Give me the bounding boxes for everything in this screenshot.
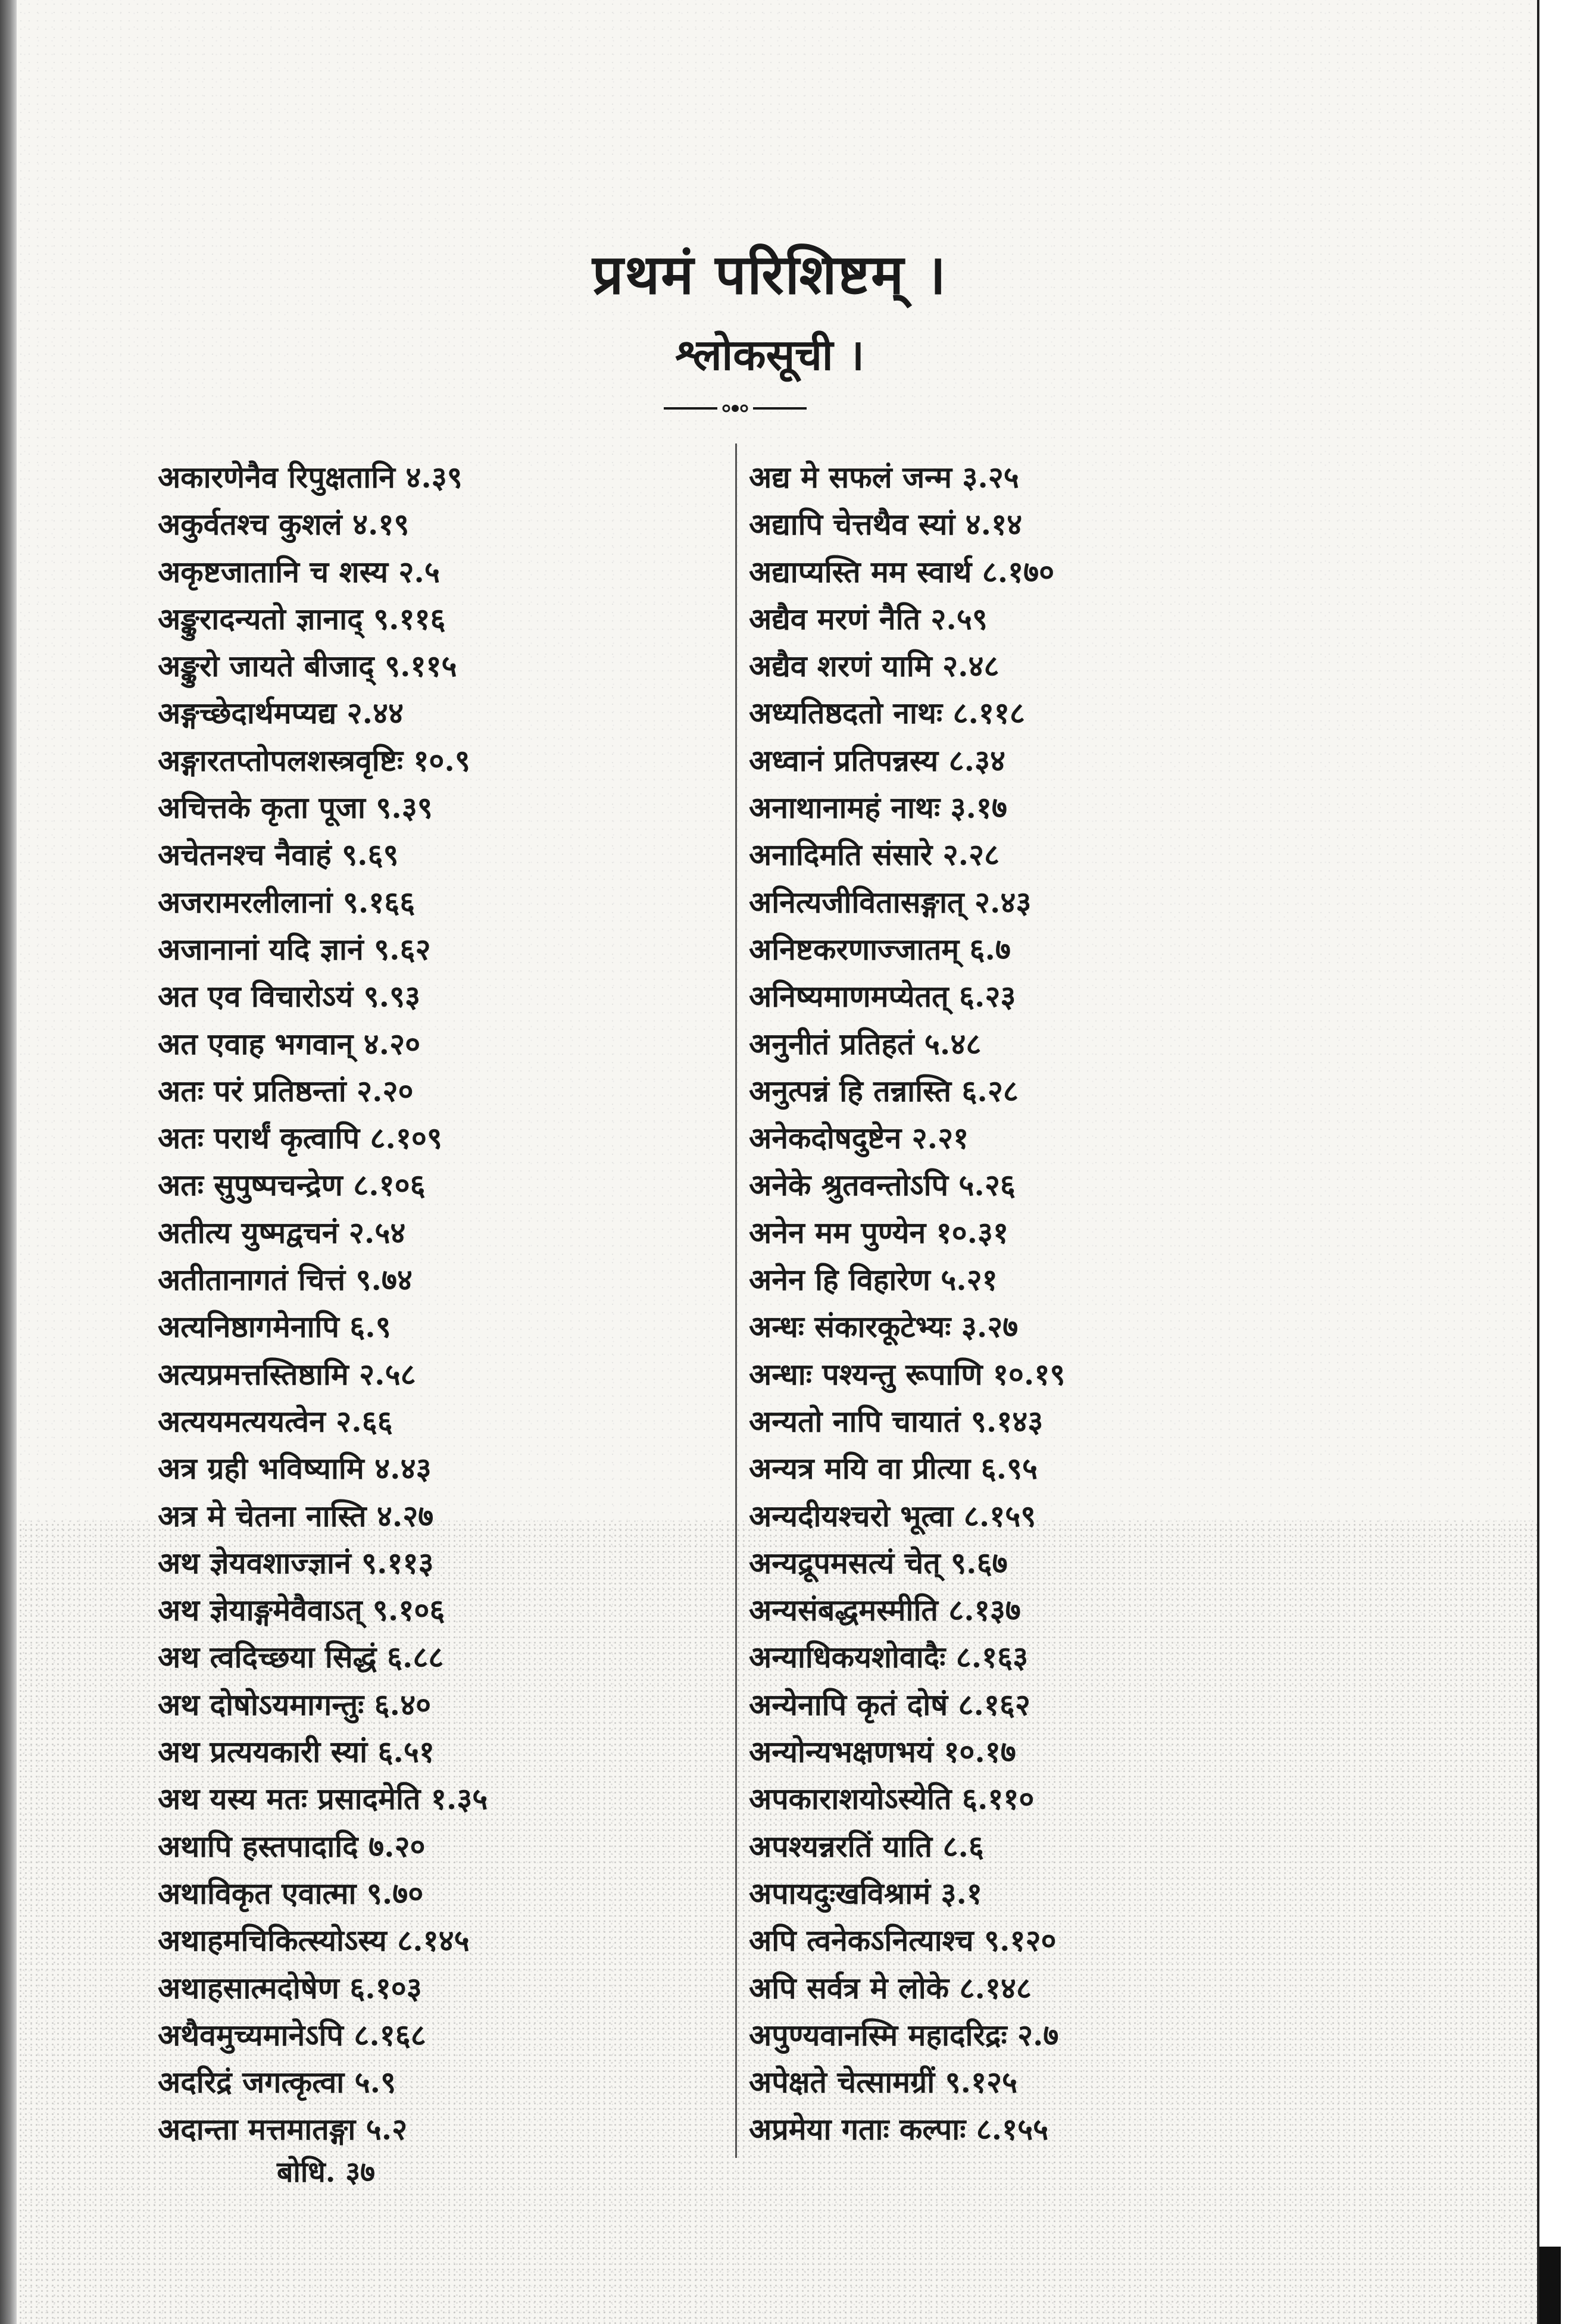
verse-entry: अनेकदोषदुष्टेन २.२१ (749, 1120, 969, 1156)
verse-entry: अत्र मे चेतना नास्ति ४.२७ (158, 1498, 434, 1533)
verse-entry: अद्याप्यस्ति मम स्वार्थ ८.१७० (749, 554, 1055, 589)
verse-entry: अथाहमचिकित्स्योऽस्य ८.१४५ (158, 1923, 470, 1958)
verse-entry: अपुण्यवानस्मि महादरिद्रः २.७ (749, 2017, 1059, 2053)
scan-corner-shadow (1539, 2247, 1561, 2324)
verse-index-right-column (749, 454, 1523, 2153)
verse-entry: अकृष्टजातानि च शस्य २.५ (158, 554, 440, 589)
verse-entry: अचित्तके कृता पूजा ९.३९ (158, 790, 433, 826)
verse-entry: अपकाराशयोऽस्येति ६.११० (749, 1781, 1035, 1817)
verse-entry: अन्धाः पश्यन्तु रूपाणि १०.१९ (749, 1356, 1066, 1392)
column-divider (735, 443, 737, 2158)
verse-entry: अन्यसंबद्धमस्मीति ८.१३७ (749, 1592, 1021, 1628)
verse-entry: अथ प्रत्ययकारी स्यां ६.५१ (158, 1734, 435, 1770)
verse-entry: अत्यनिष्ठागमेनापि ६.९ (158, 1309, 391, 1345)
verse-entry: अन्याधिकयशोवादैः ८.१६३ (749, 1639, 1029, 1675)
verse-entry: अनादिमति संसारे २.२८ (749, 837, 999, 873)
page-title: प्रथमं परिशिष्टम् । (592, 242, 947, 307)
verse-entry: अनुत्पन्नं हि तन्नास्ति ६.२८ (749, 1073, 1019, 1108)
verse-entry: अद्यैव मरणं नैति २.५९ (749, 601, 988, 636)
verse-entry: अन्यद्रूपमसत्यं चेत् ९.६७ (749, 1545, 1008, 1580)
verse-entry: अथ ज्ञेयवशाज्ज्ञानं ९.११३ (158, 1545, 434, 1580)
verse-entry: अतः परार्थं कृत्वापि ८.१०९ (158, 1120, 442, 1156)
verse-entry: अतः परं प्रतिष्ठन्तां २.२० (158, 1073, 414, 1108)
verse-index-left-column (158, 454, 711, 2153)
verse-entry: अनेन मम पुण्येन १०.३१ (749, 1214, 1009, 1250)
title-ornament (664, 402, 807, 414)
verse-entry: अथ दोषोऽयमागन्तुः ६.४० (158, 1686, 432, 1722)
verse-entry: अदान्ता मत्तमातङ्गा ५.२ (158, 2111, 408, 2147)
verse-entry: अथ ज्ञेयाङ्गमेवैवाऽत् ९.१०६ (158, 1592, 445, 1628)
verse-entry: अङ्गच्छेदार्थमप्यद्य २.४४ (158, 695, 404, 731)
verse-entry: अद्य मे सफलं जन्म ३.२५ (749, 460, 1019, 495)
verse-entry: अध्यतिष्ठदतो नाथः ८.११८ (749, 695, 1025, 731)
verse-entry: अत्र ग्रही भविष्यामि ४.४३ (158, 1451, 432, 1486)
verse-entry: अकुर्वतश्च कुशलं ४.१९ (158, 507, 410, 542)
verse-entry: अन्येनापि कृतं दोषं ८.१६२ (749, 1686, 1030, 1722)
verse-entry: अतीतानागतं चित्तं ९.७४ (158, 1262, 413, 1298)
verse-entry: अतः सुपुष्पचन्द्रेण ८.१०६ (158, 1167, 426, 1203)
verse-entry: अन्योन्यभक्षणभयं १०.१७ (749, 1734, 1016, 1770)
verse-entry: अङ्गारतप्तोपलशस्त्रवृष्टिः १०.९ (158, 742, 470, 778)
verse-entry: अतीत्य युष्मद्वचनं २.५४ (158, 1214, 406, 1250)
verse-entry: अनाथानामहं नाथः ३.१७ (749, 790, 1007, 826)
verse-entry: अनुनीतं प्रतिहतं ५.४८ (749, 1026, 982, 1061)
verse-entry: अनेन हि विहारेण ५.२१ (749, 1262, 998, 1298)
verse-entry: अकारणेनैव रिपुक्षतानि ४.३९ (158, 460, 463, 495)
verse-entry: अचेतनश्च नैवाहं ९.६९ (158, 837, 399, 873)
verse-entry: अन्यदीयश्चरो भूत्वा ८.१५९ (749, 1498, 1036, 1533)
verse-entry: अनेके श्रुतवन्तोऽपि ५.२६ (749, 1167, 1016, 1203)
verse-entry: अपेक्षते चेत्सामग्रीं ९.१२५ (749, 2064, 1018, 2100)
verse-entry: अनिष्टकरणाज्जातम् ६.७ (749, 931, 1011, 967)
verse-entry: अङ्कुरादन्यतो ज्ञानाद् ९.११६ (158, 601, 446, 636)
verse-entry: अथैवमुच्यमानेऽपि ८.१६८ (158, 2017, 426, 2053)
verse-entry: अद्यापि चेत्तथैव स्यां ४.१४ (749, 507, 1023, 542)
verse-entry: अजरामरलीलानां ९.१६६ (158, 884, 416, 920)
verse-entry: अन्यतो नापि चायातं ९.१४३ (749, 1403, 1044, 1439)
verse-entry: अप्रमेया गताः कल्पाः ८.१५५ (749, 2111, 1049, 2147)
verse-entry: अथ यस्य मतः प्रसादमेति १.३५ (158, 1781, 488, 1817)
verse-entry: अत्ययमत्ययत्वेन २.६६ (158, 1403, 393, 1439)
verse-entry: अद्यैव शरणं यामि २.४८ (749, 648, 999, 684)
verse-entry: अथाविकृत एवात्मा ९.७० (158, 1875, 424, 1911)
verse-entry: अङ्कुरो जायते बीजाद् ९.११५ (158, 648, 457, 684)
verse-entry: अन्यत्र मयि वा प्रीत्या ६.९५ (749, 1451, 1038, 1486)
verse-entry: अपश्यन्नरतिं याति ८.६ (749, 1828, 984, 1864)
scan-right-edge (1537, 0, 1593, 2324)
verse-entry: अथाहसात्मदोषेण ६.१०३ (158, 1970, 422, 2006)
verse-entry: अनिष्यमाणमप्येतत् ६.२३ (749, 979, 1016, 1014)
verse-entry: अपि सर्वत्र मे लोके ८.१४८ (749, 1970, 1032, 2006)
verse-entry: अध्वानं प्रतिपन्नस्य ८.३४ (749, 742, 1005, 778)
verse-entry: अथ त्वदिच्छया सिद्धं ६.८८ (158, 1639, 444, 1675)
verse-entry: अनित्यजीवितासङ्गात् २.४३ (749, 884, 1032, 920)
verse-entry: अदरिद्रं जगत्कृत्वा ५.९ (158, 2064, 396, 2100)
verse-entry: अपायदुःखविश्रामं ३.१ (749, 1875, 982, 1911)
page-subtitle: श्लोकसूची । (675, 329, 864, 380)
verse-entry: अपि त्वनेकऽनित्याश्च ९.१२० (749, 1923, 1057, 1958)
verse-entry: अत एवाह भगवान् ४.२० (158, 1026, 421, 1061)
verse-entry: अन्धः संकारकूटेभ्यः ३.२७ (749, 1309, 1019, 1345)
verse-entry: अत्यप्रमत्तस्तिष्ठामि २.५८ (158, 1356, 416, 1392)
verse-entry: अत एव विचारोऽयं ९.९३ (158, 979, 420, 1014)
signature-mark: बोधि. ३७ (277, 2156, 376, 2189)
verse-entry: अजानानां यदि ज्ञानं ९.६२ (158, 931, 431, 967)
verse-entry: अथापि हस्तपादादि ७.२० (158, 1828, 426, 1864)
